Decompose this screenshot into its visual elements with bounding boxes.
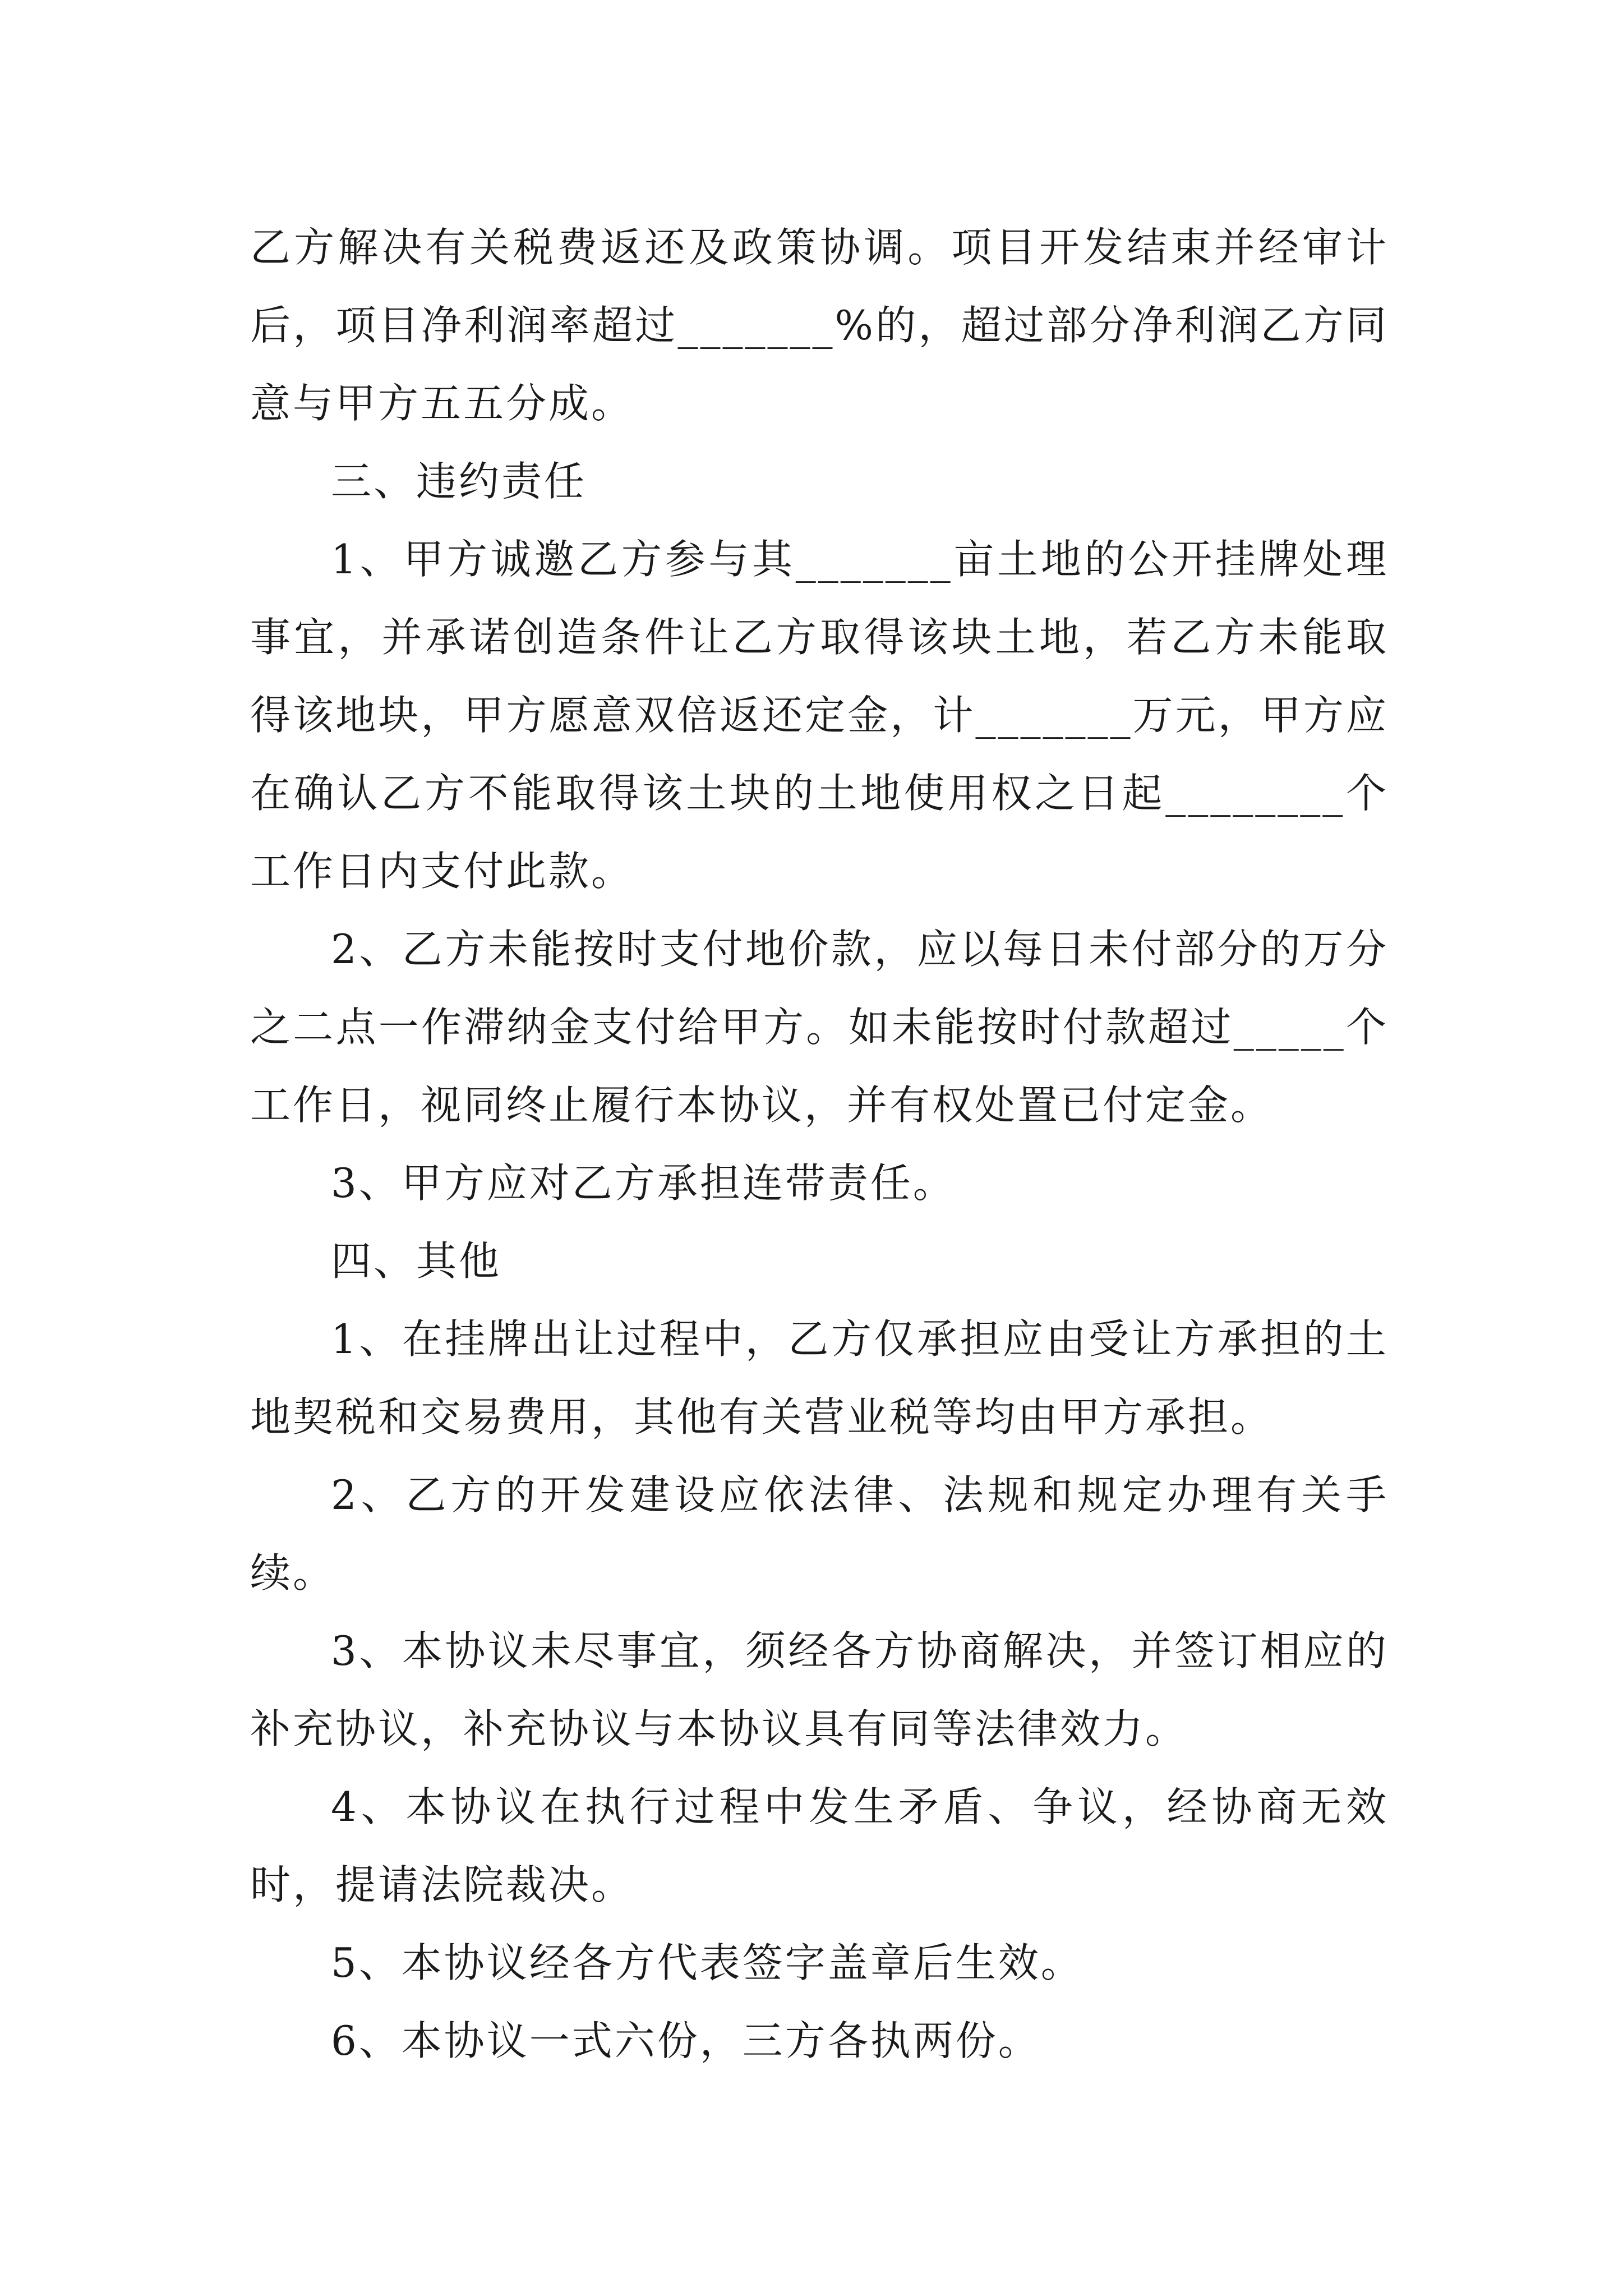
section-heading-other: 四、其他 <box>331 1237 502 1285</box>
clause-other-3: 3、本协议未尽事宜，须经各方协商解决，并签订相应的补充协议，补充协议与本协议具有同等法律效力。 <box>250 1627 1389 1752</box>
document-page <box>250 209 1389 2080</box>
clause-other-6: 6、本协议一式六份，三方各执两份。 <box>331 2017 1041 2064</box>
clause-breach-2: 2、乙方未能按时支付地价款，应以每日未付部分的万分之二点一作滞纳金支付给甲方。如未能按时付款超过_____个工作日，视同终止履行本协议，并有权处置已付定金。 <box>250 926 1389 1129</box>
clause-other-4: 4、本协议在执行过程中发生矛盾、争议，经协商无效时，提请法院裁决。 <box>250 1783 1389 1908</box>
paragraph-tax-refund: 乙方解决有关税费返还及政策协调。项目开发结束并经审计后，项目净利润率超过_______%的，超过部分净利润乙方同意与甲方五五分成。 <box>250 224 1389 427</box>
clause-other-5: 5、本协议经各方代表签字盖章后生效。 <box>331 1939 1083 1986</box>
clause-breach-3: 3、甲方应对乙方承担连带责任。 <box>331 1159 956 1207</box>
clause-breach-1: 1、甲方诚邀乙方参与其_______亩土地的公开挂牌处理事宜，并承诺创造条件让乙方取得该块土地，若乙方未能取得该地块，甲方愿意双倍返还定金，计_______万元，甲方应在确认乙方不能取得该土块的土地使用权之日起________个工作日内支付此款。 <box>250 536 1389 895</box>
clause-other-1: 1、在挂牌出让过程中，乙方仅承担应由受让方承担的土地契税和交易费用，其他有关营业税等均由甲方承担。 <box>250 1315 1389 1441</box>
section-heading-breach: 三、违约责任 <box>331 458 587 505</box>
clause-other-2: 2、乙方的开发建设应依法律、法规和规定办理有关手续。 <box>250 1471 1389 1596</box>
